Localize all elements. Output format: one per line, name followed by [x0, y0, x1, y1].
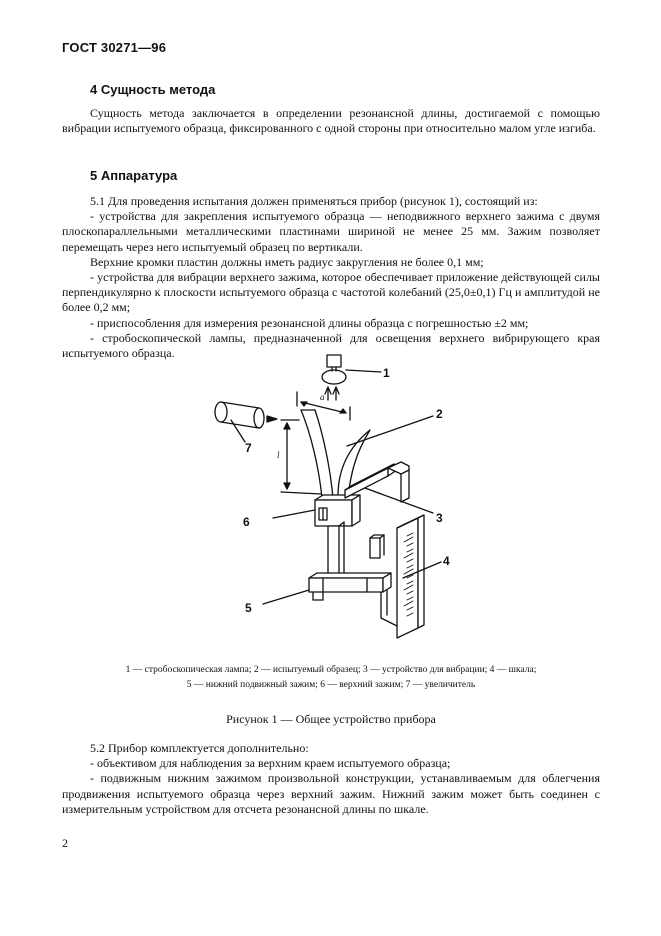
section-5-body [62, 194, 600, 361]
section-4-body [62, 106, 600, 136]
dimension-l-label: l [277, 450, 280, 460]
callout-2-label: 2 [436, 407, 443, 421]
document-code-header: ГОСТ 30271—96 [62, 40, 167, 55]
callout-4-label: 4 [443, 554, 450, 568]
callout-7-label: 7 [245, 441, 252, 455]
stroboscopic-lamp-drawing [322, 355, 346, 400]
apparatus-drawing [205, 350, 465, 640]
legend-line-1: 1 — стробоскопическая лампа; 2 — испытуемый образец; 3 — устройство для вибрации; 4 — шкала; [125, 665, 537, 675]
dimension-a-label: a [320, 392, 325, 402]
legend-line-2: 5 — нижний подвижный зажим; 6 — верхний зажим; 7 — увеличитель [186, 680, 476, 690]
paragraph-plate-edges: Верхние кромки пластин должны иметь радиус закругления не более 0,1 мм; [90, 254, 484, 269]
figure-1-apparatus [205, 350, 465, 640]
figure-caption: Рисунок 1 — Общее устройство прибора [226, 712, 436, 726]
callout-5-label: 5 [245, 601, 252, 615]
callout-3-label: 3 [436, 511, 443, 525]
paragraph-measuring-device: - приспособления для измерения резонансной длины образца с погрешностью ±2 мм; [90, 315, 529, 330]
upper-clamp-drawing [315, 495, 360, 526]
callout-6-label: 6 [243, 515, 250, 529]
paragraph-upper-clamp: - устройства для закрепления испытуемого образца — неподвижного верхнего зажима с двумя плоскопараллельными металлическими пластинами шириной не менее 25 мм. Зажим позволяет перемещать через него испытуемый образец по вертикали. [62, 209, 600, 254]
paragraph-lower-clamp: - подвижным нижним зажимом произвольной конструкции, устанавливаемым для облегчения продвижения испытуемого образца через верхний зажим. Нижний зажим может быть соединен с измерительным устройством для отсчета резонансной длины по шкале. [62, 771, 600, 816]
section-5-2-body [62, 741, 600, 817]
paragraph-vibration-device: - устройства для вибрации верхнего зажима, которое обеспечивает приложение действующей силы перпендикулярно к плоскости испытуемого образца с частотой колебаний (25,0±0,1) Гц и амплитудой не более 0,2 мм; [62, 270, 600, 315]
paragraph-objective: - объективом для наблюдения за верхним краем испытуемого образца; [90, 756, 451, 771]
callout-1-label: 1 [383, 366, 390, 380]
paragraph-stroboscope: - стробоскопической лампы, предназначенной для освещения верхнего вибрирующего края испытуемого образца. [62, 330, 600, 361]
paragraph-5-1: 5.1 Для проведения испытания должен применяться прибор (рисунок 1), состоящий из: [90, 194, 538, 208]
vertical-stand-drawing [328, 522, 384, 578]
magnifier-drawing [215, 402, 277, 428]
lower-clamp-drawing [309, 573, 391, 600]
section-4-title: 4 Сущность метода [90, 82, 216, 97]
section-5-title: 5 Аппаратура [90, 168, 178, 183]
page-number: 2 [62, 836, 68, 850]
figure-legend [62, 663, 600, 693]
section-4-paragraph: Сущность метода заключается в определении резонансной длины, достигаемой с помощью вибрации испытуемого образца, фиксированного с одной стороны при относительно малом угле изгиба. [62, 106, 600, 136]
paragraph-5-2: 5.2 Прибор комплектуется дополнительно: [90, 741, 309, 755]
